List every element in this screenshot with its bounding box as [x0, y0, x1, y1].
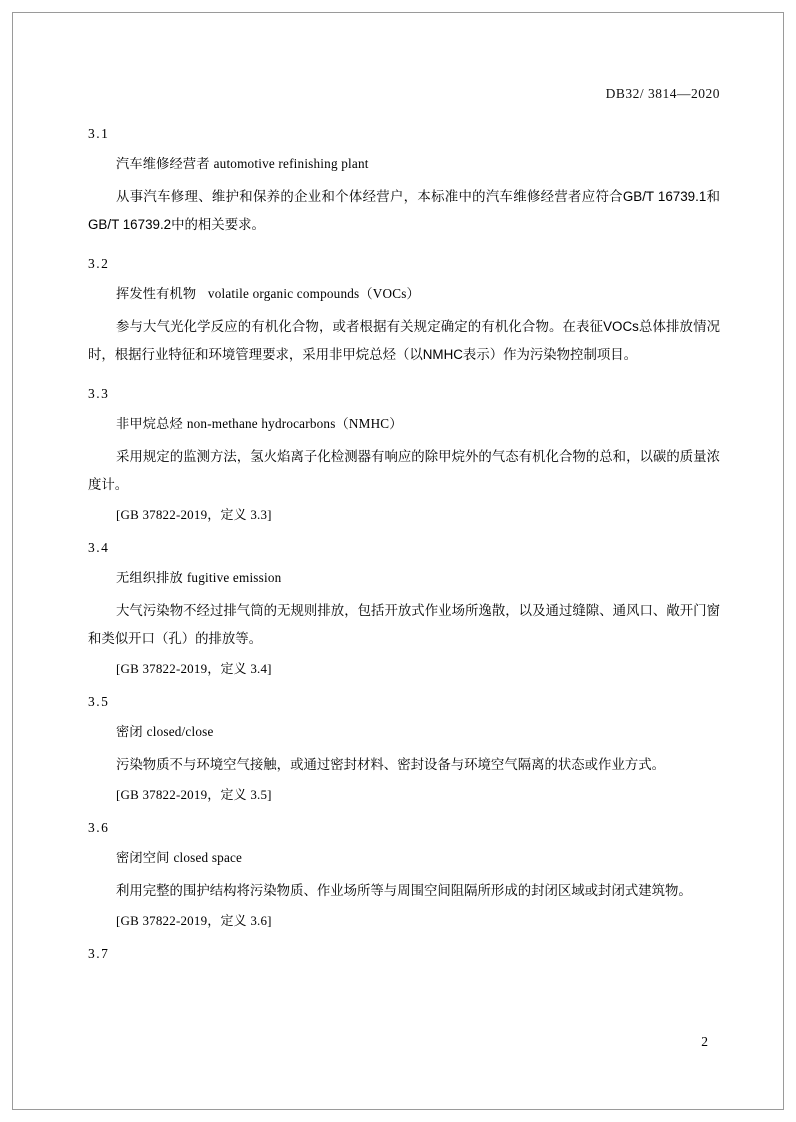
term-heading — [116, 847, 720, 866]
term-heading — [116, 413, 720, 432]
clause-number: 3.4 — [88, 540, 110, 555]
clause-paragraph: 从事汽车修理、维护和保养的企业和个体经营户，本标准中的汽车维修经营者应符合GB/T 16739.1和GB/T 16739.2中的相关要求。 — [88, 189, 720, 232]
clause-number: 3.6 — [88, 820, 110, 835]
term-english: closed/close — [146, 724, 214, 739]
clause-paragraph: 利用完整的围护结构将污染物质、作业场所等与周围空间阻隔所形成的封闭区域或封闭式建筑物。 — [116, 883, 692, 898]
clause-number: 3.3 — [88, 386, 110, 401]
term-chinese: 汽车维修经营者 — [116, 156, 210, 171]
document-header-code: DB32/ 3814—2020 — [605, 86, 720, 101]
term-english: closed space — [173, 850, 243, 865]
page-number: 2 — [701, 1034, 708, 1049]
term-chinese: 挥发性有机物 — [116, 286, 197, 301]
term-chinese: 密闭 — [116, 724, 143, 739]
term-heading — [116, 567, 720, 586]
clause-reference: [GB 37822-2019，定义 3.4] — [116, 661, 272, 676]
clause-number: 3.2 — [88, 256, 110, 271]
term-english: non-methane hydrocarbons（NMHC） — [186, 416, 403, 431]
term-chinese: 非甲烷总烃 — [116, 416, 183, 431]
term-chinese: 密闭空间 — [116, 850, 170, 865]
clause-reference: [GB 37822-2019，定义 3.3] — [116, 507, 272, 522]
page-content — [88, 86, 720, 973]
clause-reference: [GB 37822-2019，定义 3.6] — [116, 913, 272, 928]
clause-paragraph: 大气污染物不经过排气筒的无规则排放，包括开放式作业场所逸散，以及通过缝隙、通风口、敞开门窗和类似开口（孔）的排放等。 — [88, 603, 720, 646]
clause-number: 3.7 — [88, 946, 110, 961]
term-english: automotive refinishing plant — [213, 156, 369, 171]
term-english: fugitive emission — [186, 570, 282, 585]
term-heading — [116, 283, 720, 302]
term-heading — [116, 721, 720, 740]
clause-paragraph: 采用规定的监测方法，氢火焰离子化检测器有响应的除甲烷外的气态有机化合物的总和，以碳的质量浓度计。 — [88, 449, 720, 492]
term-heading — [116, 153, 720, 172]
clause-number: 3.5 — [88, 694, 110, 709]
clause-paragraph: 参与大气光化学反应的有机化合物，或者根据有关规定确定的有机化合物。在表征VOCs总体排放情况时，根据行业特征和环境管理要求，采用非甲烷总烃（以NMHC表示）作为污染物控制项目。 — [88, 319, 720, 362]
clause-number: 3.1 — [88, 126, 110, 141]
clause-paragraph: 污染物质不与环境空气接触，或通过密封材料、密封设备与环境空气隔离的状态或作业方式。 — [116, 757, 666, 772]
term-chinese: 无组织排放 — [116, 570, 183, 585]
term-english: volatile organic compounds（VOCs） — [207, 286, 420, 301]
clause-reference: [GB 37822-2019，定义 3.5] — [116, 787, 272, 802]
